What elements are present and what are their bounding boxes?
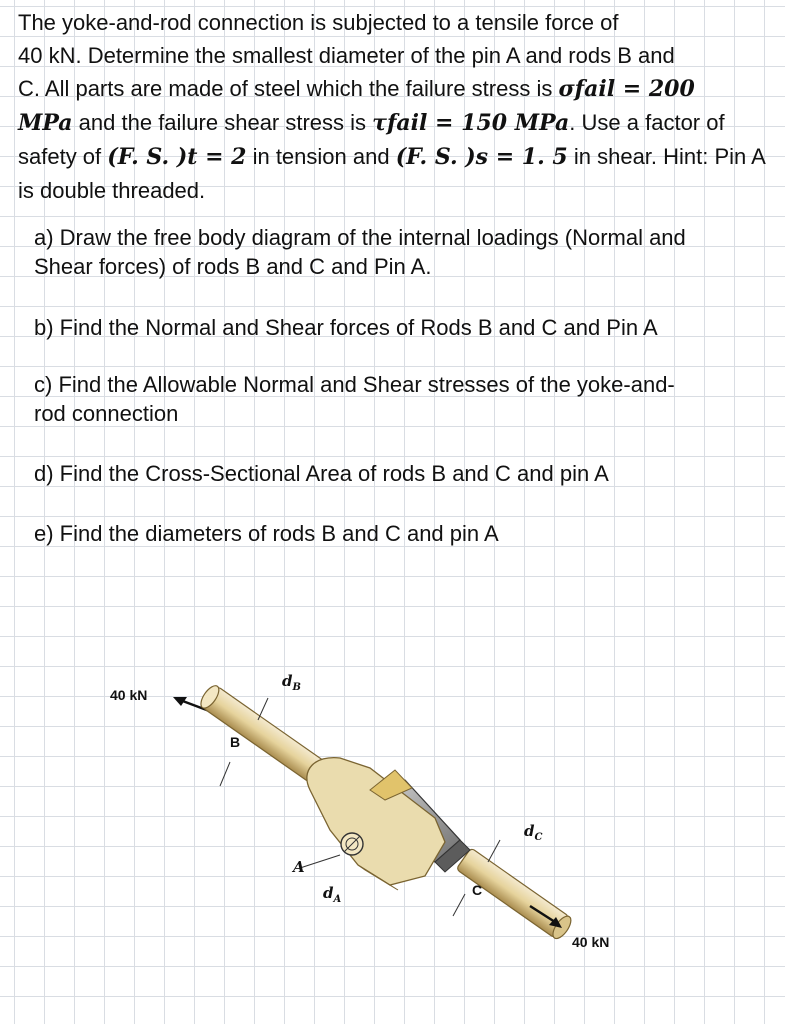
dim-da-label: $d_A$ [323,884,342,905]
rod-c-label: C [472,882,483,898]
part-c-line-2: rod connection [34,401,179,426]
part-c-line-1: c) Find the Allowable Normal and Shear stresses of the yoke-and- [34,372,675,397]
part-a-line-2: Shear forces) of rods B and C and Pin A. [34,254,432,279]
part-d-line: d) Find the Cross-Sectional Area of rods B and C and pin A [34,461,609,486]
problem-text: and the failure shear stress is [72,110,373,135]
part-a-line-1: a) Draw the free body diagram of the internal loadings (Normal and [34,225,686,250]
pin-a-label: A [293,858,305,876]
fs-tension-math: (F. S. )t = 2 [107,144,247,170]
dim-db-label: $d_B$ [282,672,301,693]
part-b-line: b) Find the Normal and Shear forces of Rods B and C and Pin A [34,315,658,340]
failure-stress-math: σfail = 200 [558,76,695,102]
force-label-left: 40 kN [110,687,148,703]
part-c [34,370,764,428]
problem-text: safety of [18,144,108,169]
part-b [34,313,764,342]
problem-line-3 [18,72,770,106]
rod-b-label: B [230,734,241,750]
dim-dc-label: $d_C$ [524,822,543,843]
pin-a [341,833,363,855]
shear-stress-math: τfail = 150 MPa [372,110,570,136]
fs-shear-math: (F. S. )s = 1. 5 [395,144,568,170]
force-label-right: 40 kN [572,934,610,950]
yoke [307,758,445,890]
part-e [34,519,764,548]
problem-line-2: 40 kN. Determine the smallest diameter of the pin A and rods B and [18,43,675,68]
problem-text: C. All parts are made of steel which the failure stress is [18,76,559,101]
problem-line-6: is double threaded. [18,178,206,203]
problem-line-5 [18,140,770,174]
units-math: MPa [18,110,73,136]
problem-line-4 [18,106,770,140]
problem-text: in tension and [246,144,396,169]
yoke-rod-diagram [40,640,760,970]
problem-statement [18,6,770,207]
part-e-line: e) Find the diameters of rods B and C and pin A [34,521,499,546]
problem-line-1: The yoke-and-rod connection is subjected to a tensile force of [18,10,619,35]
part-a [34,223,764,281]
problem-text: in shear. Hint: Pin A [567,144,766,169]
part-d [34,459,764,488]
problem-text: . Use a factor of [569,110,725,135]
yoke-rod-figure [40,640,760,970]
